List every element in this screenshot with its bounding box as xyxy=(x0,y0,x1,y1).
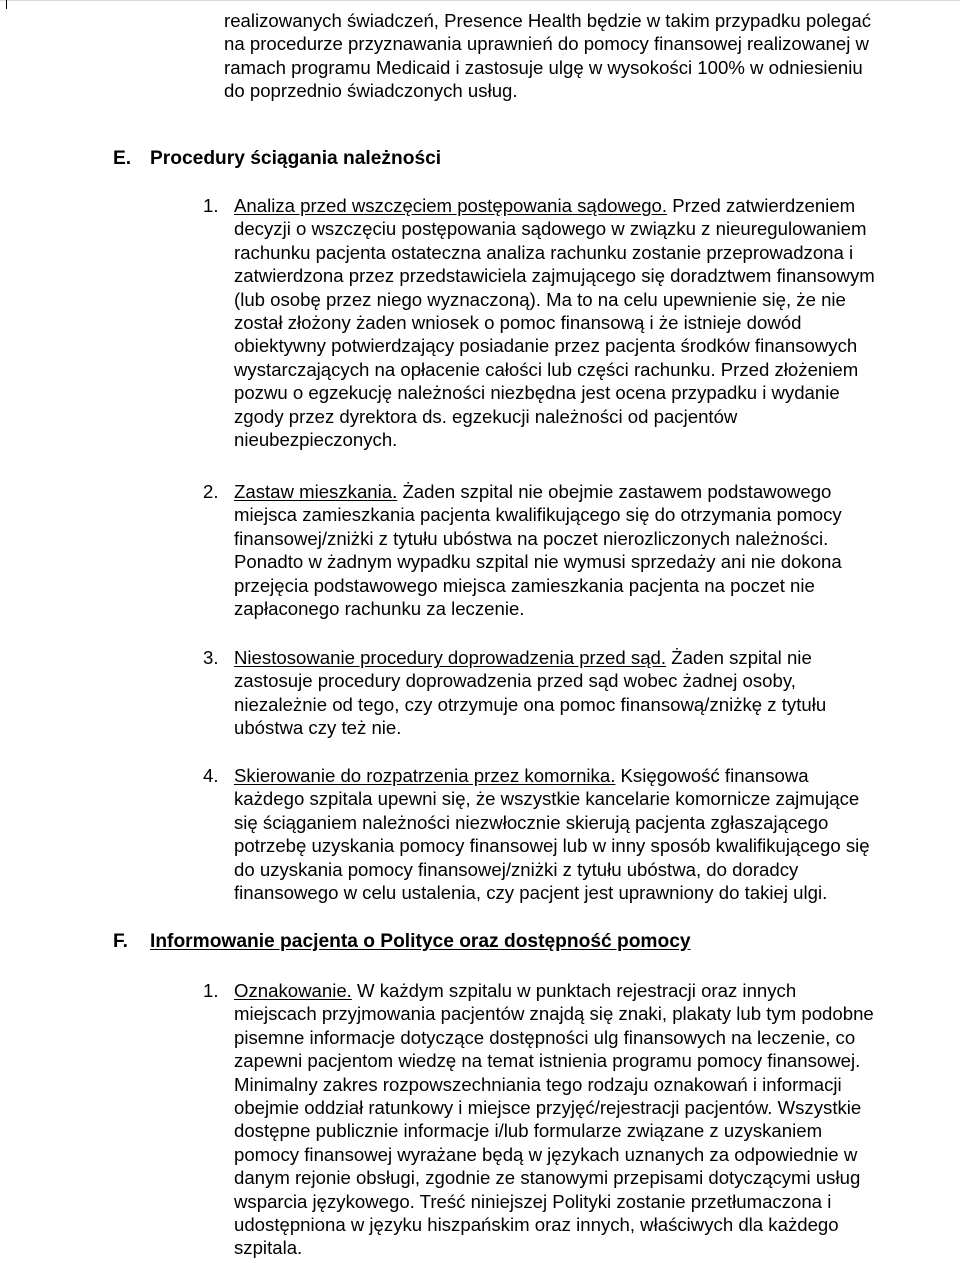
item-text: Żaden szpital nie obejmie zastawem podstawowego xyxy=(397,481,832,502)
item-line: wystarczających na opłacenie całości lub części rachunku. Przed złożeniem xyxy=(234,358,859,380)
section-title: Procedury ściągania należności xyxy=(150,148,442,169)
item-line: zapewni pacjentom wiedzę na temat istnienia programu pomocy finansowej. xyxy=(234,1050,861,1072)
item-line: nieubezpieczonych. xyxy=(234,429,398,451)
item-line: miejsca zamieszkania pacjenta kwalifikującego się do otrzymania pomocy xyxy=(234,504,842,526)
item-line: potrzebę uzyskania pomocy finansowej lub w inny sposób kwalifikującego się xyxy=(234,835,870,857)
page-top-border xyxy=(0,0,960,1)
page-corner-mark xyxy=(6,0,7,9)
item-heading: Skierowanie do rozpatrzenia przez komornika. xyxy=(234,765,616,786)
section-f-heading xyxy=(113,930,913,954)
item-body xyxy=(234,979,946,1260)
item-line: miejscach przyjmowania pacjentów znajdą się znaki, plakaty lub tym podobne xyxy=(234,1003,874,1025)
item-line: dostępne publicznie informacje i/lub formularze związane z uzyskaniem xyxy=(234,1120,823,1142)
item-line: zapłaconego rachunku za leczenie. xyxy=(234,598,525,620)
item-line: Minimalny zakres rozpowszechniania tego rodzaju oznakowań i informacji xyxy=(234,1073,842,1095)
item-line: do uzyskania pomocy finansowej/zniżki z tytułu ubóstwa, do doradcy xyxy=(234,858,799,880)
item-line: szpitala. xyxy=(234,1237,303,1259)
item-line: danym rejonie obsługi, zgodnie ze stanowymi przepisami dotyczącymi usług xyxy=(234,1167,861,1189)
item-number: 1. xyxy=(203,980,219,1001)
item-line: każdego szpitala upewni się, że wszystkie kancelarie komornicze zajmujące xyxy=(234,788,860,810)
item-number: 4. xyxy=(203,765,219,786)
item-heading: Niestosowanie procedury doprowadzenia przed sąd. xyxy=(234,647,667,668)
item-body xyxy=(234,764,946,904)
item-line: finansowego w celu ustalenia, czy pacjent jest uprawniony do takiej ulgi. xyxy=(234,882,828,904)
section-e-heading xyxy=(113,147,913,171)
item-text: W każdym szpitalu w punktach rejestracji oraz innych xyxy=(351,980,797,1001)
item-heading: Zastaw mieszkania. xyxy=(234,481,398,502)
intro-line: realizowanych świadczeń, Presence Health będzie w takim przypadku polegać xyxy=(224,10,871,31)
section-title: Informowanie pacjenta o Polityce oraz dostępność pomocy xyxy=(150,931,691,952)
item-line: zastosuje procedury doprowadzenia przed sąd wobec żadnej osoby, xyxy=(234,670,796,692)
item-body xyxy=(234,646,946,740)
item-line: został złożony żaden wniosek o pomoc finansową i że istnieje dowód xyxy=(234,312,802,334)
item-line: finansowej/zniżki z tytułu ubóstwa na poczet nierozliczonych należności. xyxy=(234,527,829,549)
item-text: Przed zatwierdzeniem xyxy=(667,195,856,216)
item-line: rachunku pacjenta ostateczna analiza rachunku zostanie przeprowadzona i xyxy=(234,241,854,263)
item-line: zgody przez dyrektora ds. egzekucji należności od pacjentów xyxy=(234,405,738,427)
item-line: (lub osobę przez niego wyznaczoną). Ma to na celu upewnienie się, że nie xyxy=(234,288,846,310)
item-heading: Analiza przed wszczęciem postępowania sądowego. xyxy=(234,195,668,216)
item-body xyxy=(234,194,946,451)
item-heading: Oznakowanie. xyxy=(234,980,352,1001)
item-line: przejęcia podstawowego miejsca zamieszkania pacjenta na poczet nie xyxy=(234,574,815,596)
section-label: F. xyxy=(113,931,128,952)
item-line: pozwu o egzekucję należności niezbędna jest ocena przypadku i wydanie xyxy=(234,382,840,404)
section-label: E. xyxy=(113,148,132,169)
item-number: 3. xyxy=(203,647,219,668)
item-line: decyzji o wszczęciu postępowania sądowego w związku z nieuregulowaniem xyxy=(234,218,867,240)
item-text: Żaden szpital nie xyxy=(666,647,812,668)
intro-line: ramach programu Medicaid i zastosuje ulgę w wysokości 100% w odniesieniu xyxy=(224,56,863,78)
item-line: ubóstwa czy też nie. xyxy=(234,717,402,739)
item-number: 1. xyxy=(203,195,219,216)
item-line: Ponadto w żadnym wypadku szpital nie wymusi sprzedaży ani nie dokona xyxy=(234,551,842,573)
item-line: obejmie oddział ratunkowy i miejsce przyjęć/rejestracji pacjentów. Wszystkie xyxy=(234,1097,862,1119)
item-body xyxy=(234,480,946,620)
intro-paragraph xyxy=(224,9,946,103)
item-line: pomocy finansowej wyrażane będą w językach uznanych za odpowiednie w xyxy=(234,1143,858,1165)
item-line: pisemne informacje dotyczące dostępności ulg finansowych na leczenie, co xyxy=(234,1026,856,1048)
intro-line: do poprzednio świadczonych usług. xyxy=(224,80,518,102)
item-line: zatwierdzona przez przedstawiciela zajmującego się doradztwem finansowym xyxy=(234,265,875,287)
intro-line: na procedurze przyznawania uprawnień do pomocy finansowej realizowanej w xyxy=(224,33,869,55)
item-line: wsparcia językowego. Treść niniejszej Polityki zostanie przetłumaczona i xyxy=(234,1190,832,1212)
item-number: 2. xyxy=(203,481,219,502)
item-line: obiektywny potwierdzający posiadanie przez pacjenta środków finansowych xyxy=(234,335,858,357)
item-line: udostępniona w języku hiszpańskim oraz innych, właściwych dla każdego xyxy=(234,1214,839,1236)
item-line: się ściąganiem należności niezwłocznie skierują pacjenta zgłaszającego xyxy=(234,811,829,833)
item-line: niezależnie od tego, czy otrzymuje ona pomoc finansową/zniżkę z tytułu xyxy=(234,693,827,715)
item-text: Księgowość finansowa xyxy=(615,765,809,786)
